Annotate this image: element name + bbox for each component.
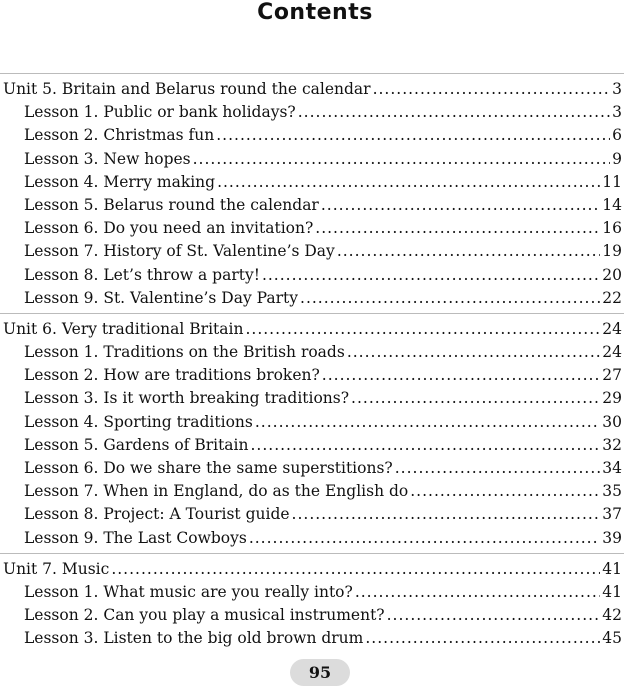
toc-lesson[interactable]	[0, 480, 624, 503]
toc-lesson-label: Lesson 6. Do we share the same superstitions?	[24, 459, 393, 477]
toc-lesson-label: Lesson 3. New hopes	[24, 149, 191, 168]
dot-leader	[355, 581, 600, 604]
toc-page-number: 16	[602, 219, 622, 238]
dot-leader	[321, 194, 600, 217]
dot-leader	[322, 364, 600, 387]
dot-leader	[315, 217, 600, 240]
toc-lesson-label: Lesson 4. Merry making	[24, 172, 216, 191]
toc-lesson[interactable]	[0, 101, 624, 124]
dot-leader	[373, 78, 611, 101]
toc-page-number: 20	[602, 265, 622, 284]
toc-page-number: 42	[602, 606, 622, 625]
toc-lesson-label: Lesson 7. History of St. Valentine’s Day	[24, 242, 335, 261]
toc-lesson[interactable]	[0, 581, 624, 604]
toc-lesson[interactable]	[0, 194, 624, 217]
toc-lesson[interactable]	[0, 434, 624, 457]
toc-page-number: 14	[602, 195, 622, 214]
dot-leader	[292, 503, 601, 526]
dot-leader	[249, 527, 600, 550]
toc-lesson-label: Lesson 1. What music are you really into?	[24, 582, 353, 601]
toc-lesson[interactable]	[0, 264, 624, 287]
dot-leader	[216, 124, 610, 147]
toc-lesson[interactable]	[0, 341, 624, 364]
dot-leader	[395, 457, 601, 480]
dot-leader	[410, 480, 600, 503]
dot-leader	[262, 264, 600, 287]
toc-lesson[interactable]	[0, 171, 624, 194]
dot-leader	[298, 101, 610, 124]
toc-lesson-label: Lesson 1. Public or bank holidays?	[24, 103, 296, 122]
toc-page-number: 3	[612, 80, 622, 98]
dot-leader	[193, 148, 611, 171]
toc-page-number: 11	[602, 172, 622, 191]
toc-page-number: 3	[612, 103, 622, 122]
toc-lesson-label: Lesson 5. Belarus round the calendar	[24, 195, 319, 214]
toc-lesson[interactable]	[0, 364, 624, 387]
toc-unit-7[interactable]	[0, 558, 624, 581]
toc-unit-label: Unit 7. Music	[3, 559, 110, 578]
toc-page-number: 24	[602, 343, 622, 362]
toc-lesson[interactable]	[0, 527, 624, 550]
dot-leader	[111, 558, 600, 581]
toc-lesson-label: Lesson 8. Project: A Tourist guide	[24, 505, 290, 524]
toc-page-number: 22	[602, 288, 622, 307]
toc-page-number: 32	[602, 435, 622, 454]
divider	[0, 73, 624, 74]
toc-lesson-label: Lesson 2. Can you play a musical instrument?	[24, 606, 385, 625]
toc-unit-label: Unit 5. Britain and Belarus round the calendar	[3, 80, 371, 98]
toc-lesson-label: Lesson 1. Traditions on the British roads	[24, 343, 345, 362]
toc-lesson-label: Lesson 2. How are traditions broken?	[24, 366, 320, 385]
toc-lesson-label: Lesson 9. The Last Cowboys	[24, 528, 247, 547]
toc-lesson[interactable]	[0, 387, 624, 410]
toc-page-number: 9	[612, 149, 622, 168]
toc-lesson-label: Lesson 7. When in England, do as the English do	[24, 482, 409, 501]
toc-page-number: 27	[602, 366, 622, 385]
toc-page-number: 29	[602, 389, 622, 408]
toc-unit-label: Unit 6. Very traditional Britain	[3, 319, 244, 338]
toc-page-number: 39	[602, 528, 622, 547]
toc-lesson-label: Lesson 2. Christmas fun	[24, 126, 215, 145]
page-number-badge: 95	[290, 659, 350, 686]
table-of-contents	[0, 70, 624, 651]
toc-lesson-label: Lesson 3. Listen to the big old brown drum	[24, 629, 364, 648]
toc-page-number: 45	[602, 629, 622, 648]
toc-lesson-label: Lesson 5. Gardens of Britain	[24, 435, 249, 454]
dot-leader	[337, 240, 600, 263]
divider	[0, 313, 624, 314]
toc-lesson-label: Lesson 9. St. Valentine’s Day Party	[24, 288, 299, 307]
dot-leader	[251, 434, 601, 457]
toc-lesson[interactable]	[0, 604, 624, 627]
dot-leader	[387, 604, 601, 627]
toc-lesson-label: Lesson 8. Let’s throw a party!	[24, 265, 260, 284]
toc-unit-6[interactable]	[0, 318, 624, 341]
toc-page-number: 19	[602, 242, 622, 261]
dot-leader	[347, 341, 600, 364]
toc-page-number: 30	[602, 412, 622, 431]
toc-lesson[interactable]	[0, 240, 624, 263]
toc-lesson-label: Lesson 6. Do you need an invitation?	[24, 219, 314, 238]
divider	[0, 553, 624, 554]
dot-leader	[300, 287, 600, 310]
toc-page-number: 34	[602, 459, 622, 477]
dot-leader	[245, 318, 600, 341]
toc-lesson-label: Lesson 4. Sporting traditions	[24, 412, 253, 431]
toc-lesson[interactable]	[0, 411, 624, 434]
toc-page-number: 6	[612, 126, 622, 145]
dot-leader	[351, 387, 600, 410]
toc-lesson[interactable]	[0, 457, 624, 480]
toc-page-number: 41	[602, 582, 622, 601]
toc-page-number: 24	[602, 319, 622, 338]
dot-leader	[217, 171, 600, 194]
toc-lesson[interactable]	[0, 148, 624, 171]
dot-leader	[255, 411, 600, 434]
toc-page-number: 41	[602, 559, 622, 578]
dot-leader	[365, 627, 600, 650]
toc-unit-5[interactable]	[0, 78, 624, 101]
toc-lesson[interactable]	[0, 503, 624, 526]
toc-page-number: 37	[602, 505, 622, 524]
toc-lesson-label: Lesson 3. Is it worth breaking traditions?	[24, 389, 350, 408]
toc-lesson[interactable]	[0, 287, 624, 310]
toc-lesson[interactable]	[0, 217, 624, 240]
toc-lesson[interactable]	[0, 627, 624, 650]
page-title: Contents	[257, 0, 373, 25]
toc-lesson[interactable]	[0, 124, 624, 147]
toc-page-number: 35	[602, 482, 622, 501]
